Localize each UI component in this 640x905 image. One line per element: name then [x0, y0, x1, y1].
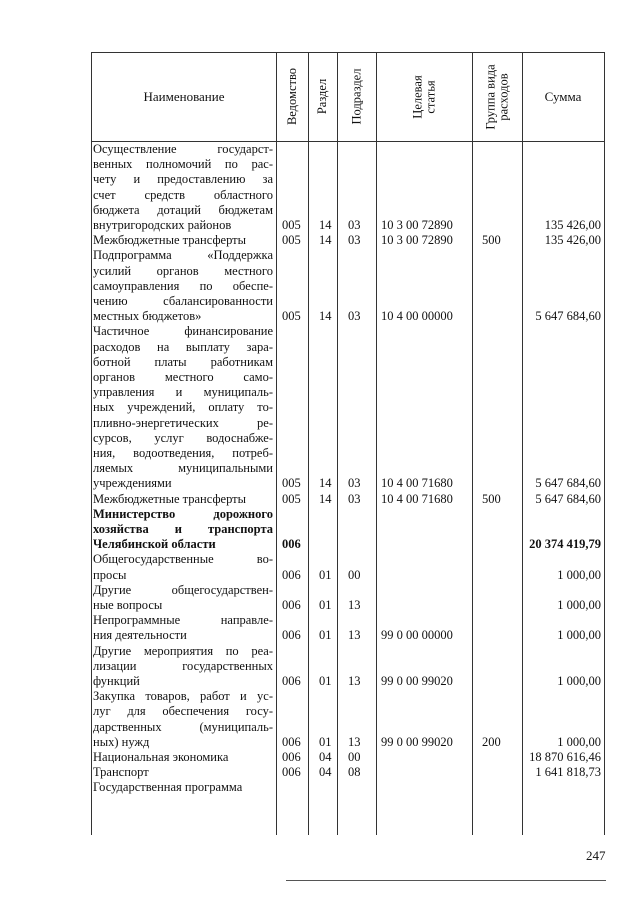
cell-podrazdel: 03 [348, 491, 361, 506]
row-name-line: местных бюджетов» [93, 309, 202, 324]
cell-summa: 5 647 684,60 [535, 309, 601, 324]
cell-vedomstvo: 006 [282, 749, 301, 764]
table-row [91, 583, 605, 613]
row-name-line: ния деятельности [93, 628, 187, 643]
footer-line [286, 880, 606, 881]
table-row [91, 492, 605, 507]
header-name: Наименование [143, 88, 225, 104]
cell-podrazdel: 03 [348, 476, 361, 491]
row-name [93, 324, 273, 491]
row-name-line: функций [93, 674, 140, 688]
row-name-line: расходов на выплату зара- [93, 339, 273, 354]
row-name-line: дарственных (муниципаль- [93, 719, 273, 734]
cell-celevaya-statya: 99 0 00 00000 [381, 628, 453, 643]
cell-razdel: 01 [319, 597, 332, 612]
row-name-line: Подпрограмма «Поддержка [93, 248, 273, 263]
row-name [93, 507, 273, 553]
row-name-line: внутригородских районов [93, 218, 232, 233]
cell-summa: 1 641 818,73 [535, 765, 601, 780]
row-name [93, 613, 273, 643]
cell-vedomstvo: 006 [282, 673, 301, 688]
cell-summa: 5 647 684,60 [535, 491, 601, 506]
cell-vedomstvo: 005 [282, 217, 301, 232]
cell-summa: 18 870 616,46 [529, 749, 601, 764]
cell-podrazdel: 00 [348, 749, 361, 764]
cell-vedomstvo: 006 [282, 597, 301, 612]
cell-vedomstvo: 006 [282, 537, 301, 552]
row-name [93, 233, 273, 248]
cell-celevaya-statya: 10 4 00 71680 [381, 491, 453, 506]
row-name-line: Другие мероприятия по реа- [93, 643, 273, 658]
cell-vedomstvo: 006 [282, 567, 301, 582]
cell-podrazdel: 03 [348, 309, 361, 324]
header-vedomstvo: Ведомство [285, 67, 299, 126]
row-name-line: Межбюджетные трансферты [93, 491, 247, 506]
cell-vedomstvo: 005 [282, 476, 301, 491]
row-name-line: чению сбалансированности [93, 294, 273, 308]
row-name-line: хозяйства и транспорта [93, 522, 273, 536]
cell-summa: 135 426,00 [544, 217, 601, 232]
cell-summa: 1 000,00 [557, 628, 601, 643]
cell-gruppa: 200 [482, 734, 501, 749]
row-name-line: ботной платы работникам [93, 354, 273, 369]
header-podrazdel: Подраздел [349, 68, 364, 125]
row-name-line: счет средств областного [93, 187, 273, 202]
table-row [91, 750, 605, 765]
header-celevaya-statya: Целевая статья [410, 74, 438, 119]
table-row [91, 248, 605, 324]
row-name-line: ляемых муниципальными [93, 461, 273, 476]
cell-podrazdel: 03 [348, 217, 361, 232]
row-name-line: сурсов, услуг водоснабже- [93, 430, 273, 445]
cell-razdel: 14 [319, 476, 332, 491]
row-name-line: венных полномочий по рас- [93, 157, 273, 172]
table-row [91, 142, 605, 233]
row-name-line: ных) нужд [93, 734, 150, 749]
cell-celevaya-statya: 99 0 00 99020 [381, 673, 453, 688]
table-row [91, 765, 605, 780]
cell-podrazdel: 00 [348, 567, 361, 582]
cell-celevaya-statya: 10 3 00 72890 [381, 233, 453, 248]
cell-podrazdel: 13 [348, 628, 361, 643]
cell-summa: 1 000,00 [557, 673, 601, 688]
row-name [93, 765, 273, 780]
row-name-line: луг для обеспечения госу- [93, 704, 273, 719]
cell-summa: 5 647 684,60 [535, 476, 601, 491]
cell-vedomstvo: 006 [282, 628, 301, 643]
table-row [91, 613, 605, 643]
row-name-line: органов местного само- [93, 370, 273, 384]
row-name-line: Межбюджетные трансферты [93, 233, 247, 248]
row-name-line: пливно-энергетических ре- [93, 415, 273, 430]
row-name-line: самоуправления по обеспе- [93, 278, 273, 293]
header-summa: Сумма [544, 88, 582, 104]
row-name [93, 552, 273, 582]
row-name-line: ных учреждений, оплату то- [93, 400, 273, 415]
row-name-line: ные вопросы [93, 598, 163, 612]
row-name-line: бюджета дотаций бюджетам [93, 202, 273, 217]
cell-summa: 1 000,00 [557, 567, 601, 582]
row-name-line: Непрограммные направле- [93, 613, 273, 628]
row-name-line: просы [93, 567, 127, 582]
table-row [91, 324, 605, 491]
cell-vedomstvo: 006 [282, 734, 301, 749]
table-row [91, 233, 605, 248]
row-name-line: чету и предоставлению за [93, 172, 273, 187]
table-row [91, 552, 605, 582]
table-row [91, 689, 605, 750]
row-name [93, 644, 273, 690]
cell-razdel: 01 [319, 734, 332, 749]
cell-vedomstvo: 005 [282, 233, 301, 248]
row-name-line: Министерство дорожного [93, 506, 273, 521]
cell-celevaya-statya: 10 4 00 71680 [381, 476, 453, 491]
cell-celevaya-statya: 10 4 00 00000 [381, 309, 453, 324]
cell-podrazdel: 03 [348, 233, 361, 248]
cell-celevaya-statya: 10 3 00 72890 [381, 217, 453, 232]
cell-podrazdel: 13 [348, 597, 361, 612]
row-name-line: лизации государственных [93, 658, 273, 673]
row-name-line: Общегосударственные во- [93, 552, 273, 567]
cell-vedomstvo: 005 [282, 309, 301, 324]
row-name [93, 248, 273, 324]
cell-vedomstvo: 006 [282, 765, 301, 780]
cell-summa: 1 000,00 [557, 734, 601, 749]
cell-razdel: 14 [319, 233, 332, 248]
row-name-line: Транспорт [93, 765, 149, 780]
row-name-line: Частичное финансирование [93, 324, 273, 339]
row-name-line: Национальная экономика [93, 750, 229, 764]
table-row [91, 644, 605, 690]
cell-podrazdel: 08 [348, 765, 361, 780]
cell-summa: 20 374 419,79 [529, 537, 601, 552]
cell-podrazdel: 13 [348, 734, 361, 749]
row-name-line: Государственная программа [93, 780, 243, 795]
row-name-line: Закупка товаров, работ и ус- [93, 689, 273, 704]
cell-razdel: 01 [319, 673, 332, 688]
row-name [93, 142, 273, 233]
row-name [93, 750, 273, 765]
row-name-line: усилий органов местного [93, 263, 273, 278]
cell-podrazdel: 13 [348, 673, 361, 688]
row-name-line: ния, водоотведения, потреб- [93, 446, 273, 461]
cell-razdel: 01 [319, 567, 332, 582]
cell-celevaya-statya: 99 0 00 99020 [381, 734, 453, 749]
row-name-line: учреждениями [93, 476, 172, 491]
header-gruppa-vida-rashodov: Группа вида расходов [483, 63, 511, 130]
cell-razdel: 14 [319, 217, 332, 232]
cell-gruppa: 500 [482, 491, 501, 506]
header-razdel: Раздел [315, 78, 330, 115]
cell-razdel: 04 [319, 749, 332, 764]
cell-gruppa: 500 [482, 233, 501, 248]
row-name [93, 780, 273, 795]
cell-razdel: 04 [319, 765, 332, 780]
page-number: 247 [586, 848, 606, 863]
cell-razdel: 01 [319, 628, 332, 643]
row-name-line: Челябинской области [93, 537, 216, 552]
cell-razdel: 14 [319, 491, 332, 506]
cell-summa: 1 000,00 [557, 597, 601, 612]
row-name-line: управления и муниципаль- [93, 385, 273, 400]
table-row [91, 780, 605, 795]
row-name [93, 689, 273, 750]
row-name [93, 583, 273, 613]
cell-vedomstvo: 005 [282, 491, 301, 506]
cell-summa: 135 426,00 [544, 233, 601, 248]
table-row [91, 507, 605, 553]
row-name-line: Другие общегосударствен- [93, 582, 273, 597]
row-name [93, 492, 273, 507]
cell-razdel: 14 [319, 309, 332, 324]
row-name-line: Осуществление государст- [93, 142, 273, 156]
